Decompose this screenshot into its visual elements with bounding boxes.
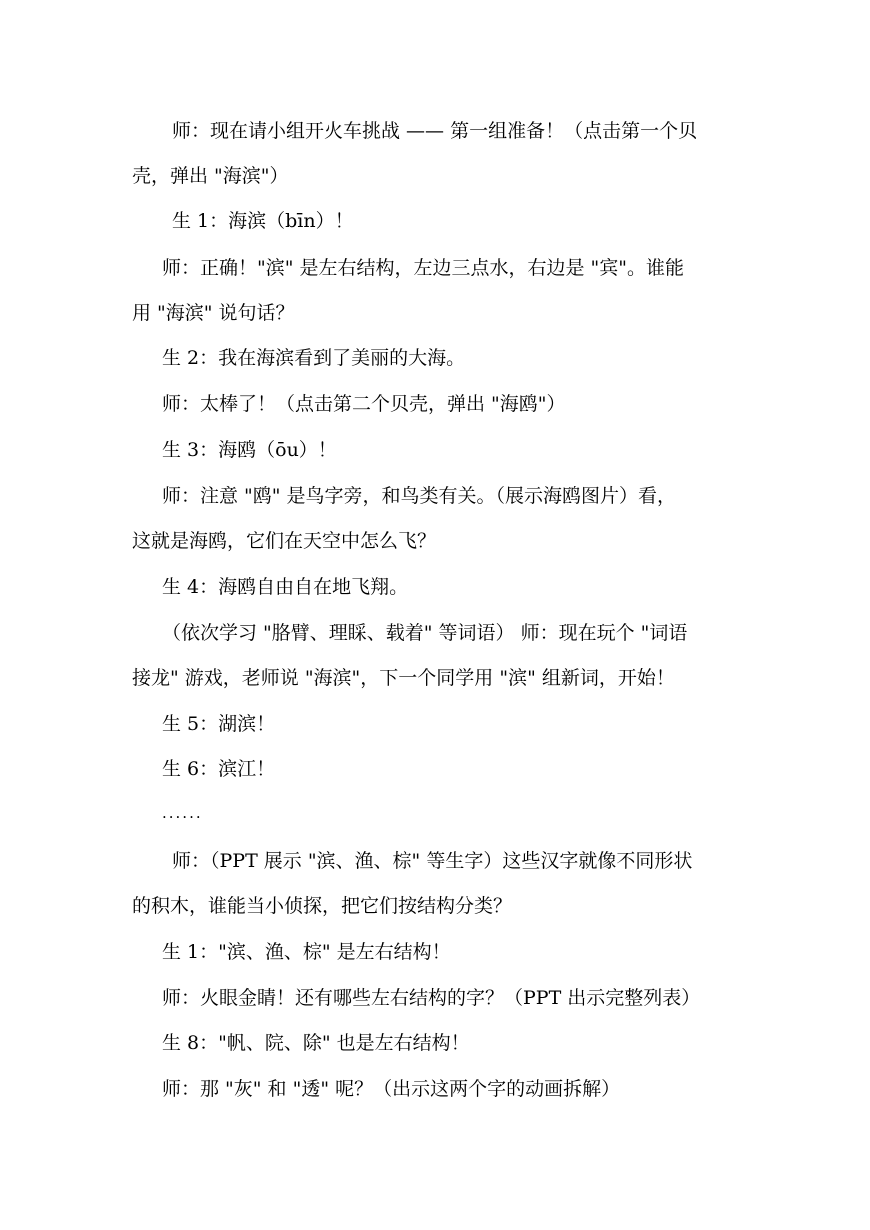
paragraph-line: 师：火眼金睛！还有哪些左右结构的字？（PPT 出示完整列表） [162, 987, 701, 1009]
paragraph-line: 生 3：海鸥（ōu）！ [162, 439, 337, 461]
paragraph-line: 壳，弹出 "海滨"） [132, 165, 289, 187]
ellipsis-line: ...... [162, 804, 203, 822]
paragraph-line: 生 6：滨江！ [162, 758, 276, 780]
paragraph-line: （依次学习 "胳臂、理睬、载着" 等词语） 师：现在玩个 "词语 [162, 622, 688, 644]
paragraph-line: 生 1："滨、渔、棕" 是左右结构！ [162, 941, 451, 963]
paragraph-line: 师：现在请小组开火车挑战 —— 第一组准备！（点击第一个贝 [172, 120, 698, 142]
paragraph-line: 生 2：我在海滨看到了美丽的大海。 [162, 347, 466, 369]
paragraph-line: 生 8："帆、院、除" 也是左右结构！ [162, 1032, 470, 1054]
paragraph-line: 生 1：海滨（bīn）！ [172, 210, 354, 232]
paragraph-line: 师：正确！"滨" 是左右结构，左边三点水，右边是 "宾"。谁能 [162, 257, 685, 279]
paragraph-line: 生 5：湖滨！ [162, 713, 276, 735]
paragraph-line: 师：那 "灰" 和 "透" 呢？（出示这两个字的动画拆解） [162, 1078, 621, 1100]
paragraph-line: 师：注意 "鸥" 是鸟字旁，和鸟类有关。（展示海鸥图片）看， [162, 485, 677, 507]
paragraph-line: 的积木，谁能当小侦探，把它们按结构分类？ [132, 895, 513, 917]
paragraph-line: 接龙" 游戏，老师说 "海滨"，下一个同学用 "滨" 组新词，开始！ [132, 667, 675, 689]
paragraph-line: 师：（PPT 展示 "滨、渔、棕" 等生字）这些汉字就像不同形状 [172, 850, 693, 872]
paragraph-line: 用 "海滨" 说句话？ [132, 302, 295, 324]
paragraph-line: 师：太棒了！（点击第二个贝壳，弹出 "海鸥"） [162, 393, 566, 415]
paragraph-line: 生 4：海鸥自由自在地飞翔。 [162, 576, 409, 598]
paragraph-line: 这就是海鸥，它们在天空中怎么飞？ [132, 530, 437, 552]
